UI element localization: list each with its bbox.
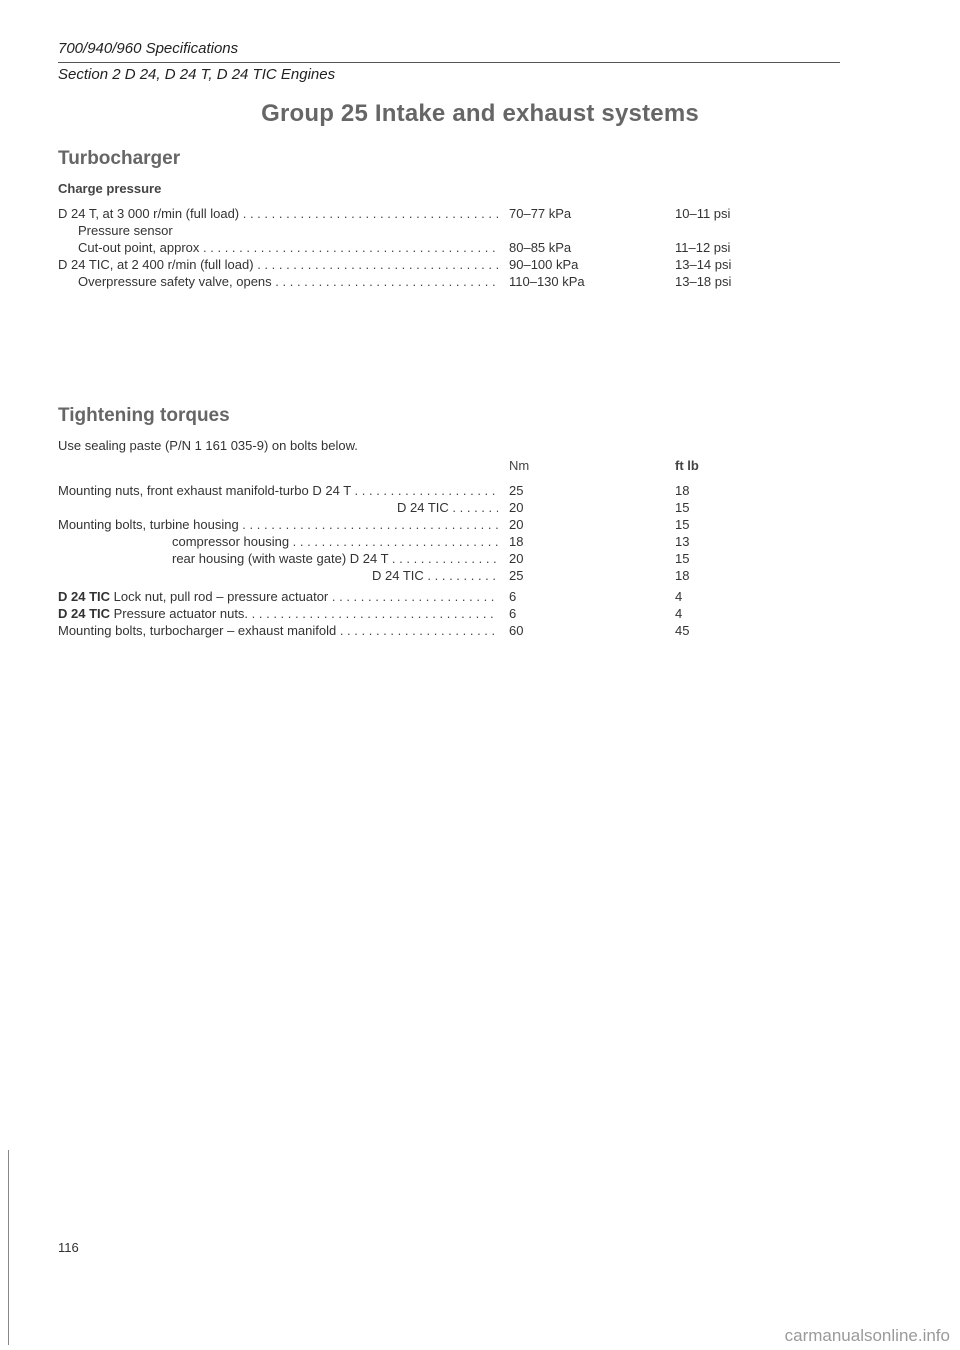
spec-value-psi: 13–18 psi bbox=[675, 274, 732, 289]
torque-ftlb: 13 bbox=[675, 534, 690, 549]
page-number: 116 bbox=[58, 1240, 79, 1255]
header-title: 700/940/960 Specifications bbox=[58, 40, 239, 57]
spec-label: Pressure sensor bbox=[78, 223, 173, 238]
torque-ftlb: 4 bbox=[675, 606, 683, 621]
torque-label-text: Lock nut, pull rod – pressure actuator bbox=[113, 589, 329, 604]
torque-nm: 20 bbox=[509, 551, 524, 566]
turbocharger-heading: Turbocharger bbox=[58, 148, 181, 169]
torque-nm: 18 bbox=[509, 534, 524, 549]
torque-row bbox=[58, 482, 858, 499]
torque-ftlb: 15 bbox=[675, 500, 690, 515]
torque-ftlb: 15 bbox=[675, 551, 690, 566]
watermark: carmanualsonline.info bbox=[784, 1326, 950, 1345]
spec-row bbox=[58, 222, 858, 239]
column-header-ftlb: ft lb bbox=[675, 458, 699, 473]
column-header-nm: Nm bbox=[509, 458, 530, 473]
spec-value-kpa: 70–77 kPa bbox=[509, 206, 572, 221]
spec-row bbox=[58, 205, 858, 222]
engine-code: D 24 TIC bbox=[58, 589, 111, 604]
sealing-paste-note: Use sealing paste (P/N 1 161 035-9) on bolts below. bbox=[58, 438, 358, 453]
spec-row bbox=[58, 239, 858, 256]
engine-code: D 24 TIC bbox=[58, 606, 111, 621]
header-divider bbox=[58, 62, 840, 63]
torque-nm: 20 bbox=[509, 517, 524, 532]
spec-label: Overpressure safety valve, opens . . . bbox=[78, 273, 498, 290]
torque-nm: 25 bbox=[509, 568, 524, 583]
torque-ftlb: 45 bbox=[675, 623, 690, 638]
group-title: Group 25 Intake and exhaust systems bbox=[261, 100, 699, 127]
torque-nm: 25 bbox=[509, 483, 524, 498]
torque-label: rear housing (with waste gate) D 24 T . . . bbox=[172, 550, 498, 567]
charge-pressure-subheading: Charge pressure bbox=[58, 181, 162, 196]
torque-label bbox=[58, 605, 498, 622]
spec-label: Cut-out point, approx . . . bbox=[78, 239, 498, 256]
torque-label: D 24 TIC . . . bbox=[397, 499, 498, 516]
torque-row bbox=[58, 605, 858, 622]
header-subtitle: Section 2 D 24, D 24 T, D 24 TIC Engines bbox=[58, 66, 336, 83]
torque-label: Mounting bolts, turbine housing . . . bbox=[58, 516, 498, 533]
spec-value-kpa: 80–85 kPa bbox=[509, 240, 572, 255]
torque-ftlb: 15 bbox=[675, 517, 690, 532]
torque-label: Mounting bolts, turbocharger – exhaust manifold . . . bbox=[58, 622, 498, 639]
torque-nm: 6 bbox=[509, 606, 517, 621]
torque-label: Mounting nuts, front exhaust manifold-turbo D 24 T . . . bbox=[58, 482, 498, 499]
spec-value-psi: 10–11 psi bbox=[675, 206, 731, 221]
torque-nm: 60 bbox=[509, 623, 524, 638]
torque-label: compressor housing . . . bbox=[172, 533, 498, 550]
spec-value-psi: 11–12 psi bbox=[675, 240, 731, 255]
torque-label-text: Pressure actuator nuts. bbox=[113, 606, 249, 621]
scan-margin-line bbox=[8, 1150, 9, 1345]
torque-row bbox=[58, 588, 858, 605]
torque-ftlb: 4 bbox=[675, 589, 683, 604]
torque-ftlb: 18 bbox=[675, 568, 690, 583]
torque-row bbox=[58, 516, 858, 533]
torque-label: D 24 TIC . . . bbox=[372, 567, 498, 584]
torque-ftlb: 18 bbox=[675, 483, 690, 498]
torque-nm: 6 bbox=[509, 589, 517, 604]
spec-value-psi: 13–14 psi bbox=[675, 257, 732, 272]
spec-row bbox=[58, 273, 858, 290]
torque-row bbox=[58, 550, 858, 567]
tightening-torques-heading: Tightening torques bbox=[58, 405, 230, 426]
torque-nm: 20 bbox=[509, 500, 524, 515]
spec-label: D 24 TIC, at 2 400 r/min (full load) . . . bbox=[58, 256, 498, 273]
torque-row bbox=[58, 499, 858, 516]
torque-label bbox=[58, 588, 498, 605]
torque-row bbox=[58, 622, 858, 639]
spec-label: D 24 T, at 3 000 r/min (full load) . . . bbox=[58, 205, 498, 222]
spec-value-kpa: 90–100 kPa bbox=[509, 257, 579, 272]
spec-value-kpa: 110–130 kPa bbox=[509, 274, 585, 289]
spec-row bbox=[58, 256, 858, 273]
torque-row bbox=[58, 533, 858, 550]
torque-row bbox=[58, 567, 858, 584]
